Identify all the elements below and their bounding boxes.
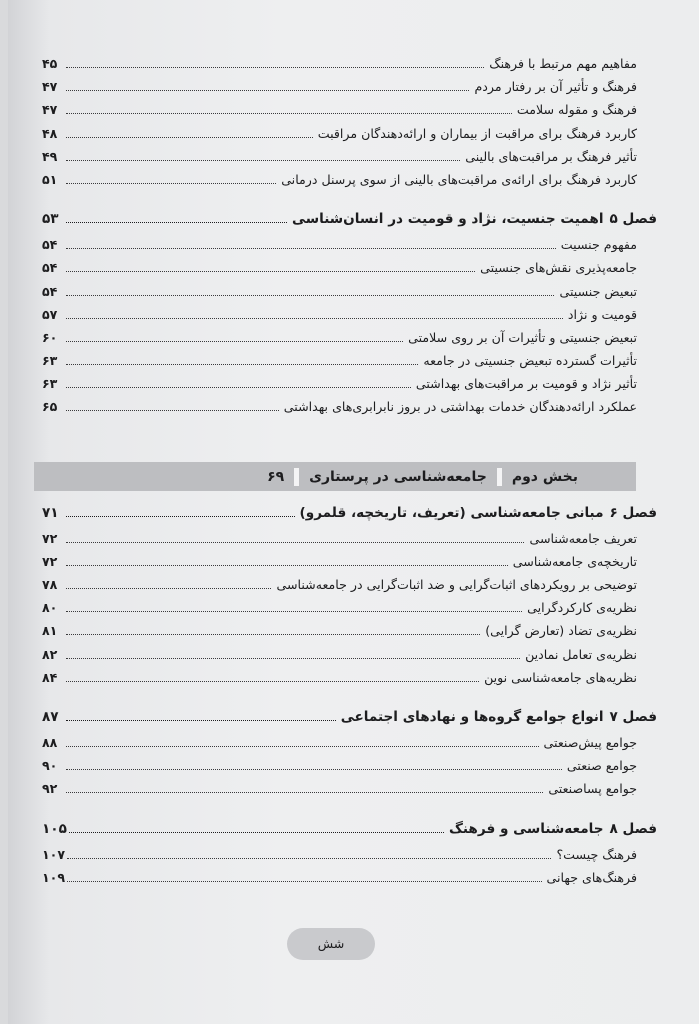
- chapter-5: [42, 205, 657, 419]
- dot-leader: [67, 858, 551, 859]
- dot-leader: [66, 542, 524, 543]
- part-separator: [294, 468, 299, 486]
- entry-title: قومیت و نژاد: [567, 306, 637, 322]
- entry-page: ۵۷: [42, 306, 58, 322]
- toc-entry: [42, 550, 637, 573]
- chapter-6: [42, 499, 657, 689]
- chapter-page: ۷۱: [42, 504, 59, 521]
- dot-leader: [66, 318, 563, 319]
- toc-entry: [42, 303, 637, 326]
- dot-leader: [66, 387, 411, 388]
- toc-entry: [42, 326, 637, 349]
- chapter-8: [42, 815, 657, 889]
- toc-entry: [42, 256, 637, 279]
- entry-page: ۵۴: [42, 283, 58, 299]
- entry-title: فرهنگ‌های جهانی: [546, 869, 637, 885]
- entry-title: جوامع صنعتی: [566, 758, 637, 774]
- dot-leader: [66, 341, 403, 342]
- toc-entry: [42, 643, 637, 666]
- entry-title: فرهنگ چیست؟: [556, 846, 637, 862]
- dot-leader: [66, 681, 479, 682]
- entry-page: ۴۷: [42, 102, 58, 118]
- chapter-heading: [42, 815, 657, 843]
- chapter-heading: [42, 205, 657, 233]
- dot-leader: [66, 248, 556, 249]
- entry-title: نظریه‌ی کارکردگرایی: [527, 600, 637, 616]
- part-heading-bar: [34, 462, 636, 491]
- dot-leader: [66, 792, 543, 793]
- entry-title: تأثیر نژاد و قومیت بر مراقبت‌های بهداشتی: [415, 376, 637, 392]
- toc-entry: [42, 619, 637, 642]
- dot-leader: [66, 588, 271, 589]
- entry-title: جامعه‌پذیری نقش‌های جنسیتی: [480, 260, 637, 276]
- entry-title: تأثیرات گسترده تبعیض جنسیتی در جامعه: [423, 353, 637, 369]
- entry-page: ۴۹: [42, 148, 58, 164]
- toc-continued-entries: [42, 52, 637, 191]
- dot-leader: [66, 113, 512, 114]
- entry-title: تأثیر فرهنگ بر مراقبت‌های بالینی: [465, 148, 637, 164]
- toc-entry: [42, 372, 637, 395]
- toc-entry: [42, 98, 637, 121]
- toc-entry: [42, 145, 637, 168]
- entry-title: تبعیض جنسیتی: [559, 283, 637, 299]
- chapter-page: ۸۷: [42, 708, 59, 725]
- dot-leader: [66, 183, 276, 184]
- entry-title: جوامع پیش‌صنعتی: [543, 734, 637, 750]
- dot-leader: [66, 67, 484, 68]
- toc-entry: [42, 754, 637, 777]
- chapter-title: اهمیت جنسیت، نژاد و قومیت در انسان‌شناسی: [292, 211, 604, 228]
- toc-entry: [42, 731, 637, 754]
- part-page: ۶۹: [267, 468, 285, 485]
- dot-leader: [66, 611, 522, 612]
- toc-entry: [42, 233, 637, 256]
- entry-page: ۸۴: [42, 669, 58, 685]
- book-page: [8, 0, 699, 1024]
- dot-leader: [66, 720, 336, 721]
- toc-entry: [42, 52, 637, 75]
- toc-entry: [42, 395, 637, 418]
- dot-leader: [66, 565, 508, 566]
- chapter-7: [42, 703, 657, 801]
- entry-page: ۶۵: [42, 399, 58, 415]
- entry-page: ۵۴: [42, 260, 58, 276]
- entry-title: جوامع پساصنعتی: [548, 781, 637, 797]
- toc-entry: [42, 168, 637, 191]
- chapter-title: جامعه‌شناسی و فرهنگ: [448, 820, 604, 837]
- chapter-heading: [42, 499, 657, 527]
- dot-leader: [66, 746, 539, 747]
- entry-page: ۹۲: [42, 781, 58, 797]
- toc-entry: [42, 527, 637, 550]
- entry-title: مفهوم جنسیت: [560, 237, 637, 253]
- entry-page: ۷۲: [42, 553, 58, 569]
- chapter-page: ۵۳: [42, 211, 59, 228]
- dot-leader: [66, 658, 520, 659]
- entry-page: ۱۰۷: [42, 846, 66, 862]
- chapter-title: مبانی جامعه‌شناسی (تعریف، تاریخچه، قلمرو): [299, 504, 604, 521]
- entry-page: ۸۱: [42, 623, 58, 639]
- dot-leader: [66, 516, 295, 517]
- entry-title: کاربرد فرهنگ برای ارائه‌ی مراقبت‌های بالینی از سوی پرسنل درمانی: [281, 171, 637, 187]
- entry-page: ۴۷: [42, 79, 58, 95]
- entry-page: ۶۰: [42, 329, 58, 345]
- entry-title: توضیحی بر رویکردهای اثبات‌گرایی و ضد اثبات‌گرایی در جامعه‌شناسی: [276, 577, 637, 592]
- dot-leader: [66, 137, 313, 138]
- dot-leader: [66, 769, 562, 770]
- dot-leader: [66, 634, 480, 635]
- entry-page: ۶۳: [42, 353, 58, 369]
- dot-leader: [69, 832, 444, 833]
- page-number-badge: شش: [287, 928, 375, 960]
- dot-leader: [66, 410, 279, 411]
- part-separator: [497, 468, 502, 486]
- toc-entry: [42, 349, 637, 372]
- entry-page: ۸۸: [42, 734, 58, 750]
- entry-page: ۵۴: [42, 237, 58, 253]
- chapter-label: فصل ۷: [609, 708, 657, 725]
- chapter-page: ۱۰۵: [42, 820, 67, 837]
- entry-title: کاربرد فرهنگ برای مراقبت از بیماران و ارائه‌دهندگان مراقبت: [317, 125, 637, 141]
- entry-title: مفاهیم مهم مرتبط با فرهنگ: [489, 56, 637, 71]
- entry-page: ۹۰: [42, 758, 58, 774]
- entry-page: ۸۲: [42, 646, 58, 662]
- toc-entry: [42, 573, 637, 596]
- toc-entry: [42, 280, 637, 303]
- part-title: جامعه‌شناسی در پرستاری: [309, 468, 487, 485]
- entry-page: ۸۰: [42, 600, 58, 616]
- entry-title: تعریف جامعه‌شناسی: [529, 530, 637, 546]
- toc-entry: [42, 75, 637, 98]
- dot-leader: [66, 222, 287, 223]
- chapter-label: فصل ۶: [609, 504, 657, 521]
- entry-title: فرهنگ و مقوله سلامت: [516, 102, 637, 118]
- entry-page: ۴۵: [42, 56, 58, 71]
- entry-title: نظریه‌های جامعه‌شناسی نوین: [484, 669, 637, 685]
- entry-title: تاریخچه‌ی جامعه‌شناسی: [512, 553, 637, 569]
- toc-entry: [42, 666, 637, 689]
- entry-page: ۵۱: [42, 171, 58, 187]
- entry-title: تبعیض جنسیتی و تأثیرات آن بر روی سلامتی: [408, 329, 637, 345]
- dot-leader: [66, 160, 460, 161]
- entry-page: ۱۰۹: [42, 869, 66, 885]
- part-label: بخش دوم: [511, 468, 578, 485]
- chapter-label: فصل ۵: [609, 211, 657, 228]
- dot-leader: [66, 295, 554, 296]
- toc-entry: [42, 866, 637, 889]
- chapter-label: فصل ۸: [609, 820, 657, 837]
- entry-title: فرهنگ و تأثیر آن بر رفتار مردم: [474, 79, 637, 95]
- toc-entry: [42, 777, 637, 800]
- entry-page: ۷۲: [42, 530, 58, 546]
- dot-leader: [66, 271, 475, 272]
- entry-title: نظریه‌ی تعامل نمادین: [525, 646, 637, 662]
- toc-entry: [42, 596, 637, 619]
- dot-leader: [66, 364, 418, 365]
- entry-page: ۶۳: [42, 376, 58, 392]
- entry-page: ۴۸: [42, 125, 58, 141]
- entry-title: نظریه‌ی تضاد (تعارض گرایی): [485, 623, 637, 639]
- dot-leader: [66, 90, 469, 91]
- entry-page: ۷۸: [42, 577, 58, 592]
- entry-title: عملکرد ارائه‌دهندگان خدمات بهداشتی در بروز نابرابری‌های بهداشتی: [283, 399, 637, 415]
- toc-entry: [42, 122, 637, 145]
- chapter-title: انواع جوامع گروه‌ها و نهادهای اجتماعی: [340, 708, 604, 725]
- toc-entry: [42, 843, 637, 866]
- chapter-heading: [42, 703, 657, 731]
- dot-leader: [67, 881, 541, 882]
